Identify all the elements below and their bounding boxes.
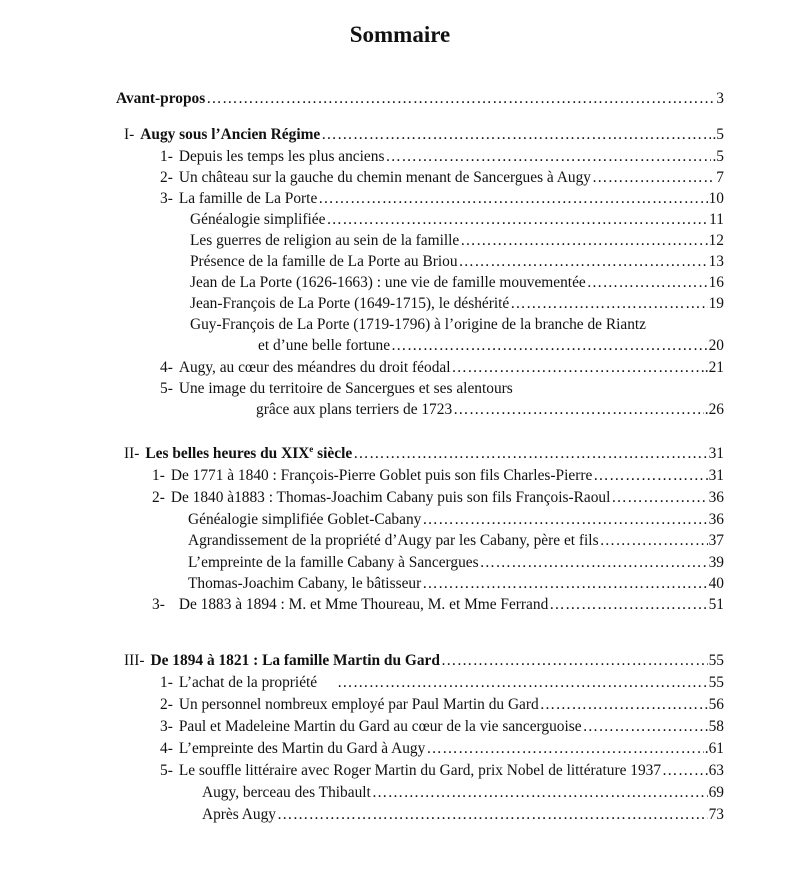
- toc-entry-label: Un personnel nombreux employé par Paul Martin du Gard: [178, 696, 539, 713]
- toc-entry-number: 4-: [160, 359, 173, 376]
- dot-leader: [583, 716, 708, 737]
- toc-entry-label: Un château sur la gauche du chemin menant de Sancergues à Augy: [178, 169, 591, 186]
- toc-part-page: 55: [708, 652, 724, 669]
- toc-subentry[interactable]: [190, 209, 724, 230]
- toc-entry-label: Augy, au cœur des méandres du droit féodal: [178, 359, 451, 376]
- dot-leader: [611, 487, 707, 508]
- toc-entry-page: 36: [708, 489, 724, 506]
- toc-part-label: Les belles heures du XIXe siècle: [145, 444, 353, 462]
- toc-entry-label: Le souffle littéraire avec Roger Martin du Gard, prix Nobel de littérature 1937: [178, 762, 662, 779]
- toc-entry-page: 7: [716, 169, 724, 186]
- toc-entry-label: Après Augy: [202, 806, 276, 823]
- toc-entry-number: 1-: [160, 148, 173, 165]
- toc-entry-label: Paul et Madeleine Martin du Gard au cœur de la vie sancerguoise: [178, 718, 582, 735]
- toc-entry[interactable]: [152, 594, 724, 615]
- toc-entry-label: L’empreinte de la famille Cabany à Sancergues: [188, 554, 479, 571]
- toc-entry[interactable]: [160, 738, 724, 759]
- toc-entry-page: 20: [708, 337, 724, 354]
- toc-entry-label: Jean-François de La Porte (1649-1715), le déshérité: [190, 295, 510, 312]
- toc-part-number: I-: [124, 126, 135, 143]
- toc-entry[interactable]: [160, 357, 724, 378]
- toc-entry-page: .5: [712, 148, 724, 165]
- toc-entry-page: 31: [708, 467, 724, 484]
- toc-entry-page: 36: [708, 511, 724, 528]
- toc-entry-label: grâce aux plans terriers de 1723: [256, 401, 453, 418]
- toc-entry-label: Généalogie simplifiée: [190, 211, 326, 228]
- toc-subentry[interactable]: [190, 251, 724, 272]
- toc-entry-number: 3-: [152, 596, 165, 613]
- dot-leader: [422, 573, 707, 594]
- dot-leader: [549, 594, 707, 615]
- toc-entry-page: 13: [708, 253, 724, 270]
- toc-entry-page: .12: [704, 232, 724, 249]
- toc-entry-page: 16: [708, 274, 724, 291]
- toc-part-label: Augy sous l’Ancien Régime: [140, 126, 321, 143]
- toc-part-page: .5: [712, 126, 724, 143]
- toc-entry-page: 51: [708, 596, 724, 613]
- toc-part-page: 31: [708, 445, 724, 462]
- toc-entry-number: 3-: [160, 718, 173, 735]
- toc-entry-number: 5-: [160, 380, 173, 397]
- toc-entry[interactable]: [160, 146, 724, 167]
- toc-entry-number: 1-: [160, 674, 173, 691]
- dot-leader: [277, 804, 708, 825]
- toc-entry-label: L’empreinte des Martin du Gard à Augy: [178, 740, 426, 757]
- toc-entry-page: .26: [704, 401, 724, 418]
- toc-entry-label: De 1840 à1883 : Thomas-Joachim Cabany puis son fils François-Raoul: [170, 489, 611, 506]
- toc-entry-label: Thomas-Joachim Cabany, le bâtisseur: [188, 575, 422, 592]
- page-title: Sommaire: [349, 22, 451, 47]
- dot-leader: [540, 694, 708, 715]
- toc-entry[interactable]: [160, 188, 724, 209]
- dot-leader: [459, 251, 708, 272]
- toc-entry-page: 39: [708, 554, 724, 571]
- dot-leader: [337, 672, 707, 693]
- dot-leader: [321, 124, 711, 145]
- toc-part-3-heading[interactable]: [124, 650, 724, 671]
- dot-leader: [441, 650, 708, 671]
- toc-part-number: III-: [124, 652, 145, 669]
- toc-entry-number: 2-: [160, 169, 173, 186]
- dot-leader: [318, 188, 707, 209]
- dot-leader: [426, 738, 703, 759]
- dot-leader: [593, 465, 707, 486]
- toc-entry-label: Généalogie simplifiée Goblet-Cabany: [188, 511, 422, 528]
- toc-entry-label: Une image du territoire de Sancergues et ses alentours: [178, 380, 513, 397]
- toc-entry-page: .21: [704, 359, 724, 376]
- toc-entry[interactable]: [160, 167, 724, 188]
- toc-subentry[interactable]: [202, 782, 724, 803]
- dot-leader: [662, 760, 704, 781]
- toc-part-1-heading[interactable]: [124, 124, 724, 145]
- dot-leader: [510, 293, 707, 314]
- toc-subentry[interactable]: [190, 272, 724, 293]
- toc-entry-label: Avant-propos: [116, 90, 206, 107]
- toc-entry-number: 1-: [152, 467, 165, 484]
- toc-entry-label: Les guerres de religion au sein de la famille: [190, 232, 460, 249]
- dot-leader: [600, 530, 708, 551]
- toc-entry[interactable]: [160, 694, 724, 715]
- dot-leader: [372, 782, 708, 803]
- toc-entry-label: L’achat de la propriété: [178, 674, 318, 691]
- toc-entry-page: 56: [708, 696, 724, 713]
- toc-subentry[interactable]: [202, 804, 724, 825]
- toc-entry-page: 37: [708, 532, 724, 549]
- dot-leader: [391, 335, 708, 356]
- toc-entry-page: .61: [704, 740, 724, 757]
- toc-entry-label: et d’une belle fortune: [258, 337, 391, 354]
- toc-part-number: II-: [124, 445, 140, 462]
- toc-entry-label: Guy-François de La Porte (1719-1796) à l’origine de la branche de Riantz: [190, 316, 647, 333]
- toc-entry-page: 73: [708, 806, 724, 823]
- dot-leader: [422, 509, 707, 530]
- toc-entry[interactable]: [160, 760, 724, 781]
- toc-entry-page: .63: [704, 762, 724, 779]
- dot-leader: [480, 552, 708, 573]
- toc-entry-number: 2-: [152, 489, 165, 506]
- toc-entry-page: 40: [708, 575, 724, 592]
- toc-part-2-heading[interactable]: [124, 443, 724, 464]
- toc-entry[interactable]: [152, 465, 724, 486]
- toc-entry-continued[interactable]: [256, 399, 724, 420]
- toc-entry-page: 19: [708, 295, 724, 312]
- toc-entry-label: De 1883 à 1894 : M. et Mme Thoureau, M. et Mme Ferrand: [178, 596, 549, 613]
- toc-entry[interactable]: [152, 487, 724, 508]
- toc-entry[interactable]: [160, 378, 724, 399]
- dot-leader: [453, 399, 704, 420]
- toc-entry-number: 3-: [160, 190, 173, 207]
- dot-leader: [587, 272, 708, 293]
- toc-entry-page: 69: [708, 784, 724, 801]
- dot-leader: [326, 209, 708, 230]
- toc-entry-avant-propos[interactable]: [116, 88, 724, 109]
- toc-entry[interactable]: [160, 672, 724, 693]
- toc-entry-label: Présence de la famille de La Porte au Briou: [190, 253, 458, 270]
- toc-entry-page: 58: [708, 718, 724, 735]
- dot-leader: [460, 230, 704, 251]
- toc-subentry[interactable]: [190, 314, 724, 335]
- toc-entry-number: 4-: [160, 740, 173, 757]
- dot-leader: [353, 443, 707, 464]
- toc-part-label: De 1894 à 1821 : La famille Martin du Gard: [150, 652, 440, 669]
- toc-subentry[interactable]: [190, 230, 724, 251]
- dot-leader: [592, 167, 715, 188]
- toc-entry-label: De 1771 à 1840 : François-Pierre Goblet puis son fils Charles-Pierre: [170, 467, 593, 484]
- toc-entry-page: 10: [708, 190, 724, 207]
- dot-leader: [452, 357, 704, 378]
- toc-entry-number: 5-: [160, 762, 173, 779]
- toc-entry-page: 55: [708, 674, 724, 691]
- toc-entry-label: Jean de La Porte (1626-1663) : une vie de famille mouvementée: [190, 274, 586, 291]
- toc-subentry[interactable]: [188, 530, 724, 551]
- toc-subentry[interactable]: [188, 509, 724, 530]
- toc-entry-page: 3: [716, 90, 724, 107]
- toc-entry[interactable]: [160, 716, 724, 737]
- toc-subentry-continued[interactable]: [258, 335, 724, 356]
- toc-entry-label: Augy, berceau des Thibault: [202, 784, 371, 801]
- toc-entry-label: La famille de La Porte: [178, 190, 318, 207]
- toc-entry-number: 2-: [160, 696, 173, 713]
- toc-entry-label: Agrandissement de la propriété d’Augy par les Cabany, père et fils: [188, 532, 599, 549]
- toc-entry-label: Depuis les temps les plus anciens: [178, 148, 385, 165]
- dot-leader: [385, 146, 711, 167]
- toc-subentry[interactable]: [190, 293, 724, 314]
- dot-leader: [206, 88, 715, 109]
- toc-entry-page: 11: [709, 211, 724, 228]
- toc-subentry[interactable]: [188, 573, 724, 594]
- toc-subentry[interactable]: [188, 552, 724, 573]
